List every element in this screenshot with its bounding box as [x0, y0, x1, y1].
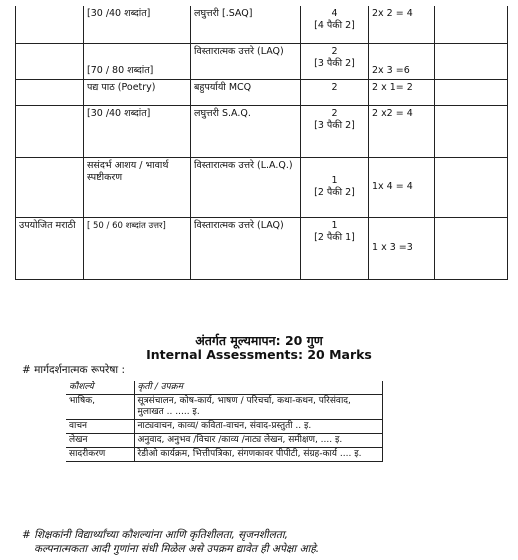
- question-count-cell: [301, 105, 369, 157]
- note-line: # शिक्षकांनी विद्यार्थ्यांच्या कौशल्यांना आणि कृतिशीलता, सृजनशीलता,: [22, 529, 288, 541]
- table-header-row: [66, 381, 382, 395]
- marks-cell: 1 x 3 =3: [369, 217, 435, 279]
- count-value: 1: [331, 175, 338, 186]
- table-row: [66, 420, 382, 434]
- empty-cell: [435, 43, 508, 79]
- content-cell: पद्य पाठ (Poetry): [84, 79, 191, 105]
- marks-distribution-table: [15, 6, 508, 280]
- table-row: [16, 6, 508, 43]
- marks-cell: 2x 3 =6: [369, 43, 435, 79]
- activity-cell: अनुवाद, अनुभव /विचार /काव्य /नाट्य लेखन, समीक्षण, .... इ.: [134, 434, 382, 448]
- content-cell: [ 50 / 60 शब्दांत उत्तर]: [84, 217, 191, 279]
- content-cell: [30 /40 शब्दांत]: [84, 105, 191, 157]
- section-cell: उपयोजित मराठी: [16, 217, 84, 279]
- section-cell: [16, 105, 84, 157]
- skill-cell: वाचन: [66, 420, 134, 434]
- question-type-cell: लघुत्तरी [.SAQ]: [191, 6, 301, 43]
- content-cell: [70 / 80 शब्दांत]: [84, 43, 191, 79]
- question-count-cell: [301, 217, 369, 279]
- question-count-cell: [301, 157, 369, 217]
- skill-cell: सादरीकरण: [66, 448, 134, 462]
- note-line: कल्पनात्मकता आदी गुणांना संधी मिळेल असे उपक्रम द्यावेत ही अपेक्षा आहे.: [34, 543, 320, 555]
- marks-cell: 1x 4 = 4: [369, 157, 435, 217]
- marks-cell: 2 x 1= 2: [369, 79, 435, 105]
- count-choice: [3 पैकी 2]: [314, 57, 355, 69]
- count-value: 2: [331, 81, 338, 93]
- section-heading-english: Internal Assessments: 20 Marks: [146, 347, 372, 362]
- question-type-cell: विस्तारात्मक उत्तरे (LAQ): [191, 43, 301, 79]
- empty-cell: [435, 157, 508, 217]
- skill-cell: लेखन: [66, 434, 134, 448]
- marks-cell: 2 x2 = 4: [369, 105, 435, 157]
- table-row: [16, 217, 508, 279]
- question-type-cell: बहुपर्यायी MCQ: [191, 79, 301, 105]
- table-row: [66, 434, 382, 448]
- empty-cell: [435, 217, 508, 279]
- table-row: [66, 448, 382, 462]
- activities-table: [66, 381, 383, 462]
- table-row: [16, 157, 508, 217]
- marks-cell: 2x 2 = 4: [369, 6, 435, 43]
- empty-cell: [435, 79, 508, 105]
- count-choice: [2 पैकी 1]: [314, 231, 355, 243]
- empty-cell: [435, 105, 508, 157]
- activity-cell: रेडीओ कार्यक्रम, भित्तीपत्रिका, संगणकावर पीपीटी, संग्रह-कार्य .... इ.: [134, 448, 382, 462]
- empty-cell: [435, 6, 508, 43]
- section-heading-marathi: अंतर्गत मूल्यमापन: 20 गुण: [195, 333, 323, 348]
- question-count-cell: [301, 6, 369, 43]
- table-row: [16, 105, 508, 157]
- section-cell: [16, 79, 84, 105]
- content-cell: ससंदर्भ आशय / भावार्थ स्पष्टीकरण: [84, 157, 191, 217]
- section-cell: [16, 43, 84, 79]
- column-header: कौशल्ये: [66, 381, 134, 395]
- content-cell: [30 /40 शब्दांत]: [84, 6, 191, 43]
- count-choice: [2 पैकी 2]: [314, 187, 355, 198]
- table-row: [16, 79, 508, 105]
- question-type-cell: लघुत्तरी S.A.Q.: [191, 105, 301, 157]
- count-value: 2: [331, 45, 338, 57]
- skill-cell: भाषिक,: [66, 395, 134, 420]
- count-value: 1: [331, 219, 338, 231]
- section-cell: [16, 6, 84, 43]
- question-type-cell: विस्तारात्मक उत्तरे (L.A.Q.): [191, 157, 301, 217]
- activity-cell: नाट्यवाचन, काव्य/ कविता-वाचन, संवाद-प्रस्तुती .. इ.: [134, 420, 382, 434]
- table-row: [66, 395, 382, 420]
- count-choice: [4 पैकी 2]: [314, 20, 355, 31]
- column-header: कृती / उपक्रम: [134, 381, 382, 395]
- count-value: 2: [331, 107, 338, 119]
- count-value: 4: [331, 8, 338, 19]
- guide-label: # मार्गदर्शनात्मक रूपरेषा :: [22, 364, 126, 376]
- activity-cell: सूत्रसंचालन, कोष-कार्य, भाषण / परिचर्चा, कथा-कथन, परिसंवाद, मुलाखत .. ..... इ.: [134, 395, 382, 420]
- section-cell: [16, 157, 84, 217]
- count-choice: [3 पैकी 2]: [314, 119, 355, 131]
- question-count-cell: [301, 43, 369, 79]
- teacher-note: [22, 528, 502, 556]
- table-row: [16, 43, 508, 79]
- question-type-cell: विस्तारात्मक उत्तरे (LAQ): [191, 217, 301, 279]
- question-count-cell: [301, 79, 369, 105]
